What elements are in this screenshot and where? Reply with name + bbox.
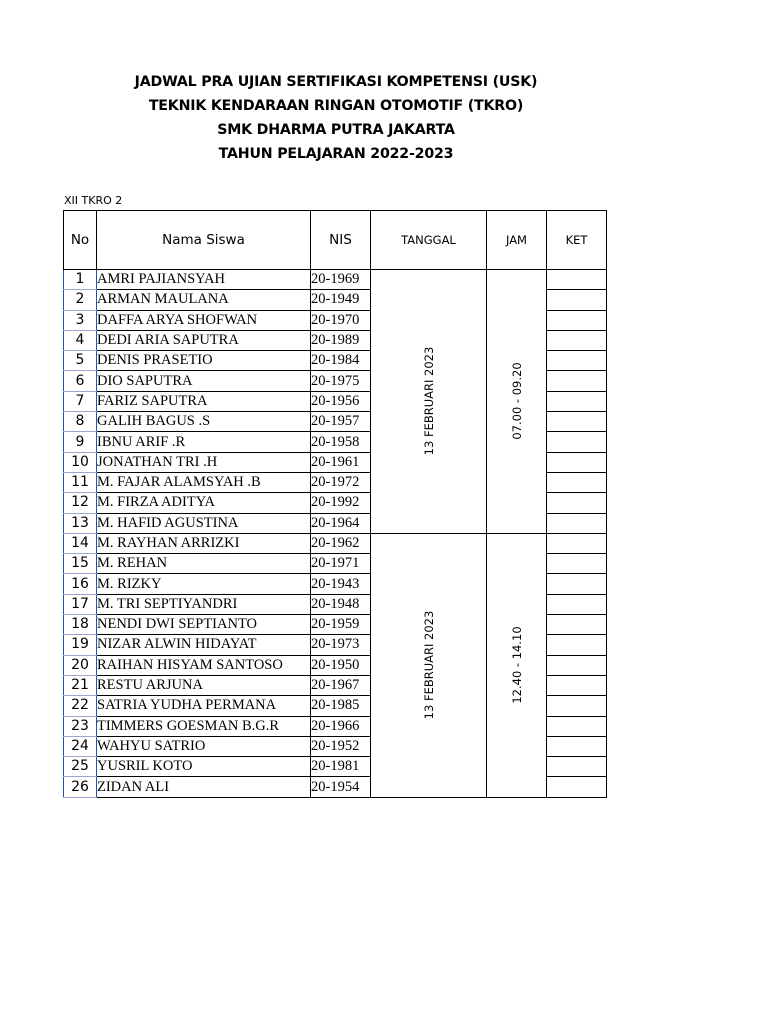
class-label: XII TKRO 2: [64, 194, 123, 207]
cell-ket: [547, 432, 607, 452]
cell-nis: 20-1971: [311, 554, 371, 574]
cell-ket: [547, 493, 607, 513]
cell-no: 26: [64, 777, 97, 797]
cell-no: 18: [64, 615, 97, 635]
cell-nama-siswa: JONATHAN TRI .H: [97, 452, 311, 472]
cell-no: 19: [64, 635, 97, 655]
cell-ket: [547, 290, 607, 310]
header-jam: JAM: [487, 211, 547, 270]
table-header-row: [64, 211, 607, 270]
table-body: [64, 270, 607, 798]
cell-ket: [547, 412, 607, 432]
cell-nis: 20-1992: [311, 493, 371, 513]
cell-nama-siswa: FARIZ SAPUTRA: [97, 391, 311, 411]
cell-no: 5: [64, 351, 97, 371]
table-row: [64, 533, 607, 553]
cell-nis: 20-1981: [311, 757, 371, 777]
cell-nama-siswa: WAHYU SATRIO: [97, 736, 311, 756]
cell-no: 23: [64, 716, 97, 736]
cell-jam-merged: [487, 270, 547, 534]
cell-ket: [547, 513, 607, 533]
cell-no: 10: [64, 452, 97, 472]
cell-jam-merged: [487, 533, 547, 797]
cell-ket: [547, 736, 607, 756]
cell-nis: 20-1972: [311, 472, 371, 492]
cell-no: 13: [64, 513, 97, 533]
cell-nama-siswa: M. REHAN: [97, 554, 311, 574]
cell-no: 3: [64, 310, 97, 330]
cell-ket: [547, 716, 607, 736]
cell-nis: 20-1952: [311, 736, 371, 756]
cell-nama-siswa: NENDI DWI SEPTIANTO: [97, 615, 311, 635]
cell-nama-siswa: ZIDAN ALI: [97, 777, 311, 797]
cell-nis: 20-1989: [311, 330, 371, 350]
header-no: No: [64, 211, 97, 270]
document-title: [0, 70, 672, 166]
cell-nama-siswa: M. TRI SEPTIYANDRI: [97, 594, 311, 614]
cell-nis: 20-1967: [311, 675, 371, 695]
cell-nama-siswa: GALIH BAGUS .S: [97, 412, 311, 432]
cell-no: 22: [64, 696, 97, 716]
cell-ket: [547, 615, 607, 635]
cell-no: 17: [64, 594, 97, 614]
cell-nama-siswa: YUSRIL KOTO: [97, 757, 311, 777]
cell-no: 24: [64, 736, 97, 756]
cell-ket: [547, 310, 607, 330]
tanggal-text: 13 FEBRUARI 2023: [421, 610, 436, 720]
cell-ket: [547, 351, 607, 371]
cell-nis: 20-1970: [311, 310, 371, 330]
cell-no: 2: [64, 290, 97, 310]
cell-nis: 20-1973: [311, 635, 371, 655]
cell-ket: [547, 330, 607, 350]
cell-nama-siswa: M. FAJAR ALAMSYAH .B: [97, 472, 311, 492]
cell-ket: [547, 757, 607, 777]
cell-no: 16: [64, 574, 97, 594]
cell-nama-siswa: M. FIRZA ADITYA: [97, 493, 311, 513]
cell-ket: [547, 472, 607, 492]
cell-no: 25: [64, 757, 97, 777]
cell-ket: [547, 675, 607, 695]
cell-nama-siswa: ARMAN MAULANA: [97, 290, 311, 310]
cell-nama-siswa: NIZAR ALWIN HIDAYAT: [97, 635, 311, 655]
cell-nis: 20-1949: [311, 290, 371, 310]
jam-text: 12.40 - 14.10: [509, 626, 524, 704]
cell-nama-siswa: DIO SAPUTRA: [97, 371, 311, 391]
cell-nis: 20-1962: [311, 533, 371, 553]
cell-no: 1: [64, 270, 97, 290]
cell-nama-siswa: DENIS PRASETIO: [97, 351, 311, 371]
cell-nama-siswa: IBNU ARIF .R: [97, 432, 311, 452]
cell-no: 20: [64, 655, 97, 675]
cell-no: 21: [64, 675, 97, 695]
cell-nama-siswa: M. RAYHAN ARRIZKI: [97, 533, 311, 553]
cell-nis: 20-1984: [311, 351, 371, 371]
cell-ket: [547, 574, 607, 594]
cell-nama-siswa: M. HAFID AGUSTINA: [97, 513, 311, 533]
cell-no: 9: [64, 432, 97, 452]
schedule-table: [63, 210, 607, 798]
cell-nis: 20-1958: [311, 432, 371, 452]
cell-no: 7: [64, 391, 97, 411]
cell-nis: 20-1961: [311, 452, 371, 472]
cell-ket: [547, 533, 607, 553]
tanggal-text: 13 FEBRUARI 2023: [421, 347, 436, 456]
cell-ket: [547, 554, 607, 574]
cell-no: 4: [64, 330, 97, 350]
cell-no: 14: [64, 533, 97, 553]
cell-nis: 20-1975: [311, 371, 371, 391]
cell-ket: [547, 655, 607, 675]
cell-tanggal-merged: [371, 270, 487, 534]
cell-no: 15: [64, 554, 97, 574]
title-line-4: TAHUN PELAJARAN 2022-2023: [218, 146, 454, 162]
cell-ket: [547, 594, 607, 614]
cell-nama-siswa: RESTU ARJUNA: [97, 675, 311, 695]
header-nis: NIS: [311, 211, 371, 270]
cell-no: 11: [64, 472, 97, 492]
cell-ket: [547, 391, 607, 411]
cell-nama-siswa: RAIHAN HISYAM SANTOSO: [97, 655, 311, 675]
title-line-1: JADWAL PRA UJIAN SERTIFIKASI KOMPETENSI (USK): [134, 74, 538, 90]
cell-nama-siswa: DEDI ARIA SAPUTRA: [97, 330, 311, 350]
cell-nis: 20-1954: [311, 777, 371, 797]
cell-nis: 20-1956: [311, 391, 371, 411]
title-line-3: SMK DHARMA PUTRA JAKARTA: [217, 122, 455, 138]
cell-ket: [547, 635, 607, 655]
cell-ket: [547, 777, 607, 797]
cell-nis: 20-1966: [311, 716, 371, 736]
cell-tanggal-merged: [371, 533, 487, 797]
cell-nis: 20-1957: [311, 412, 371, 432]
cell-nis: 20-1948: [311, 594, 371, 614]
cell-no: 12: [64, 493, 97, 513]
cell-nis: 20-1959: [311, 615, 371, 635]
cell-nama-siswa: AMRI PAJIANSYAH: [97, 270, 311, 290]
cell-nis: 20-1985: [311, 696, 371, 716]
cell-nama-siswa: SATRIA YUDHA PERMANA: [97, 696, 311, 716]
cell-nama-siswa: M. RIZKY: [97, 574, 311, 594]
cell-no: 8: [64, 412, 97, 432]
cell-nis: 20-1969: [311, 270, 371, 290]
cell-nis: 20-1943: [311, 574, 371, 594]
header-nama-siswa: Nama Siswa: [97, 211, 311, 270]
header-ket: KET: [547, 211, 607, 270]
cell-ket: [547, 696, 607, 716]
cell-nama-siswa: TIMMERS GOESMAN B.G.R: [97, 716, 311, 736]
cell-nis: 20-1964: [311, 513, 371, 533]
cell-ket: [547, 371, 607, 391]
cell-ket: [547, 270, 607, 290]
cell-no: 6: [64, 371, 97, 391]
header-tanggal: TANGGAL: [371, 211, 487, 270]
jam-text: 07.00 - 09.20: [509, 362, 524, 441]
cell-nis: 20-1950: [311, 655, 371, 675]
cell-ket: [547, 452, 607, 472]
title-line-2: TEKNIK KENDARAAN RINGAN OTOMOTIF (TKRO): [148, 98, 524, 114]
table-row: [64, 270, 607, 290]
cell-nama-siswa: DAFFA ARYA SHOFWAN: [97, 310, 311, 330]
